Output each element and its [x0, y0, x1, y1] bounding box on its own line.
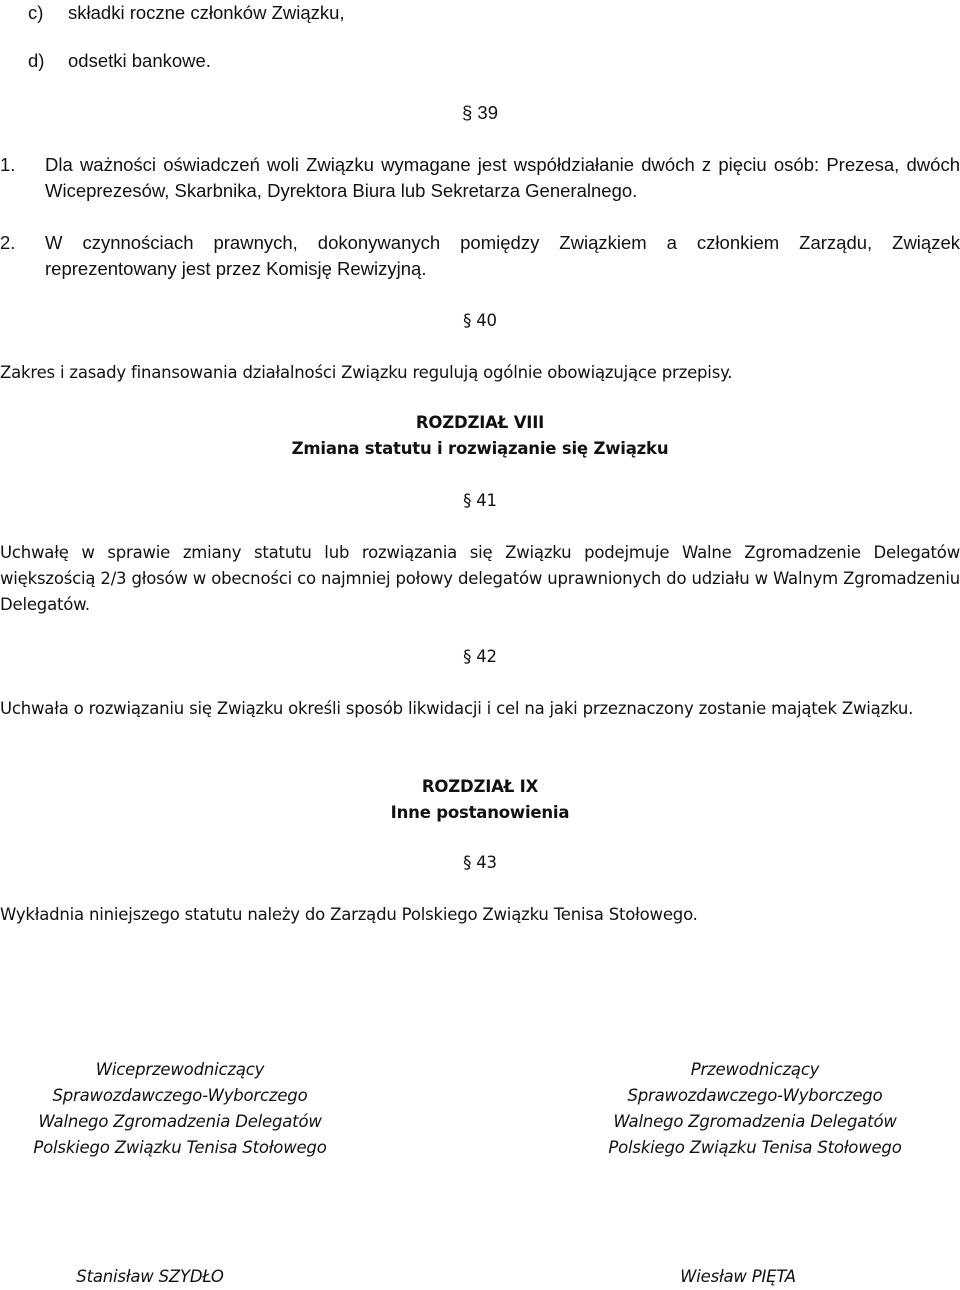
list-item-c-text: składki roczne członków Związku,	[68, 2, 345, 23]
signature-right-line-1: Przewodniczący	[690, 1060, 820, 1079]
signature-left-line-3: Walnego Zgromadzenia Delegatów	[38, 1112, 322, 1131]
section-heading-42: § 42	[463, 647, 497, 666]
signature-right-line-3: Walnego Zgromadzenia Delegatów	[613, 1112, 897, 1131]
signature-block-right	[575, 1057, 935, 1161]
s43-text: Wykładnia niniejszego statutu należy do Zarządu Polskiego Związku Tenisa Stołowego.	[0, 905, 698, 924]
s39-item-1-marker: 1.	[0, 154, 16, 175]
section-heading-43: § 43	[463, 853, 497, 872]
chapter-subtitle-viii: Zmiana statutu i rozwiązanie się Związku	[291, 439, 669, 458]
signature-left-line-4: Polskiego Związku Tenisa Stołowego	[33, 1138, 327, 1157]
section-heading-39: § 39	[461, 102, 498, 123]
chapter-subtitle-ix: Inne postanowienia	[390, 803, 570, 822]
list-item-d	[28, 48, 44, 74]
signatory-name-right: Wiesław PIĘTA	[680, 1267, 796, 1286]
chapter-title-viii: ROZDZIAŁ VIII	[415, 413, 545, 432]
chapter-title-ix: ROZDZIAŁ IX	[421, 777, 539, 796]
list-item-c	[28, 0, 43, 26]
section-heading-40: § 40	[463, 311, 497, 330]
s41-text: Uchwałę w sprawie zmiany statutu lub rozwiązania się Związku podejmuje Walne Zgromadzenie Delegatów większością 2/3 głosów w obecności co najmniej połowy delegatów uprawnionych do udziału w Walnym Zgromadzeniu Delegatów.	[0, 543, 960, 614]
signature-right-line-2: Sprawozdawczego-Wyborczego	[627, 1086, 883, 1105]
s39-item-1-text: Dla ważności oświadczeń woli Związku wymagane jest współdziałanie dwóch z pięciu osób: Prezesa, dwóch Wiceprezesów, Skarbnika, Dyrektora Biura lub Sekretarza Generalnego.	[45, 154, 960, 201]
signatory-name-left: Stanisław SZYDŁO	[76, 1267, 224, 1286]
s39-item-2-text: W czynnościach prawnych, dokonywanych pomiędzy Związkiem a członkiem Zarządu, Związek reprezentowany jest przez Komisję Rewizyjną.	[45, 232, 960, 279]
list-marker: c)	[28, 2, 44, 23]
signature-right-line-4: Polskiego Związku Tenisa Stołowego	[608, 1138, 902, 1157]
signature-left-line-1: Wiceprzewodniczący	[95, 1060, 265, 1079]
s42-text: Uchwała o rozwiązaniu się Związku określi sposób likwidacji i cel na jaki przeznaczony zostanie majątek Związku.	[0, 699, 914, 718]
signature-block-left	[0, 1057, 360, 1161]
section-heading-41: § 41	[463, 491, 497, 510]
list-marker: d)	[28, 50, 45, 71]
s40-text: Zakres i zasady finansowania działalności Związku regulują ogólnie obowiązujące przepisy.	[0, 363, 733, 382]
list-item-d-text: odsetki bankowe.	[68, 50, 211, 71]
signature-left-line-2: Sprawozdawczego-Wyborczego	[52, 1086, 308, 1105]
s39-item-2-marker: 2.	[0, 232, 16, 253]
